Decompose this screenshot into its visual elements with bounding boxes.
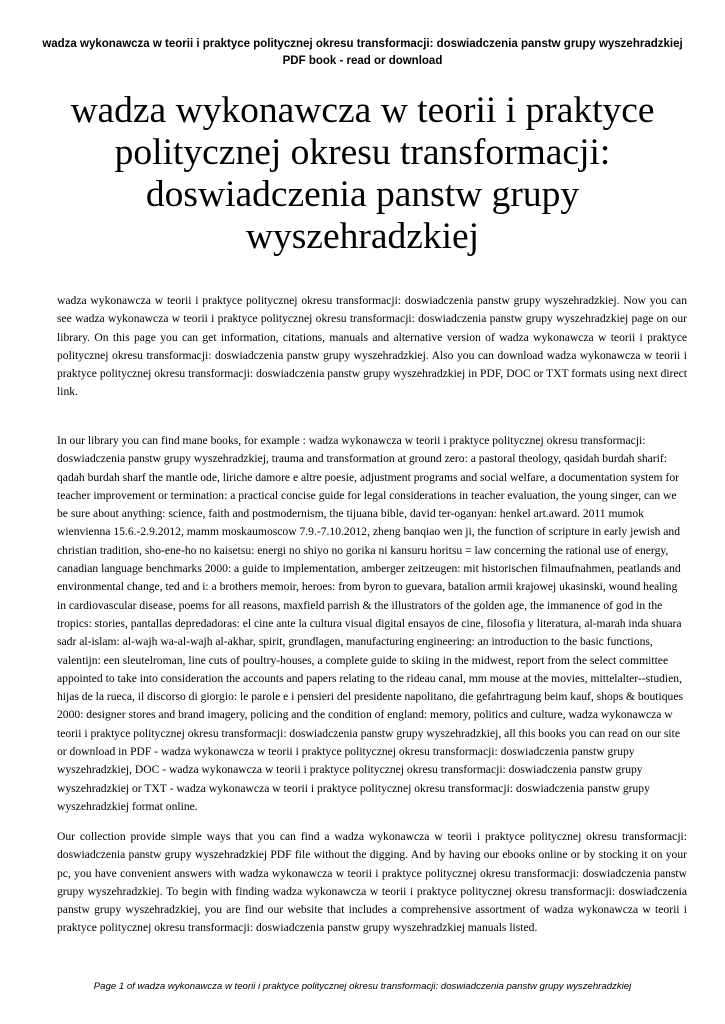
intro-paragraph: wadza wykonawcza w teorii i praktyce politycznej okresu transformacji: doswiadczenia panstw grupy wyszehradzkiej. Now you can see wadza wykonawcza w teorii i praktyce politycznej okresu transformacji: doswiadczenia panstw grupy wyszehradzkiej page on our library. On this page you can get information, citations, manuals and alternative version of wadza wykonawcza w teorii i praktyce politycznej okresu transformacji: doswiadczenia panstw grupy wyszehradzkiej. Also you can download wadza wykonawcza w teorii i praktyce politycznej okresu transformacji: doswiadczenia panstw grupy wyszehradzkiej in PDF, DOC or TXT formats using next direct link.: [57, 294, 687, 399]
page-footer: Page 1 of wadza wykonawcza w teorii i praktyce politycznej okresu transformacji: doswiadczenia panstw grupy wyszehradzkiej: [93, 981, 632, 992]
document-title: wadza wykonawcza w teorii i praktyce politycznej okresu transformacji: doswiadczenia panstw grupy wyszehradzkiej: [70, 90, 655, 257]
collection-paragraph: Our collection provide simple ways that you can find a wadza wykonawcza w teorii i praktyce politycznej okresu transformacji: doswiadczenia panstw grupy wyszehradzkiej PDF file without the digging. And by having our ebooks online or by stocking it on your pc, you have convenient answers with wadza wykonawcza w teorii i praktyce politycznej okresu transformacji: doswiadczenia panstw grupy wyszehradzkiej. To begin with finding wadza wykonawcza w teorii i praktyce politycznej okresu transformacji: doswiadczenia panstw grupy wyszehradzkiej, you are find our website that includes a comprehensive assortment of wadza wykonawcza w teorii i praktyce politycznej okresu transformacji: doswiadczenia panstw grupy wyszehradzkiej manuals listed.: [57, 830, 687, 935]
library-books-paragraph: In our library you can find mane books, for example : wadza wykonawcza w teorii i praktyce politycznej okresu transformacji: doswiadczenia panstw grupy wyszehradzkiej, trauma and transformation at ground zero: a pastoral theology, qasidah burdah sharif: qadah burdah sharf the mantle ode, liriche damore e altre poesie, adjustment programs and social welfare, a documentation system for teacher improvement or termination: a practical concise guide for legal considerations in teacher evaluation, the young singer, can we be sure about anything: science, faith and postmodernism, the tijuana bible, david ter-oganyan: henkel art.award. 2011 mumok wienvienna 15.6.-2.9.2012, mamm moskaumoscow 7.9.-7.10.2012, zheng banqiao wen ji, the function of scripture in early jewish and christian tradition, sho-ene-ho no kaisetsu: energi no shiyo no gorika ni kansuru horitsu = law concerning the rational use of energy, canadian language benchmarks 2000: a guide to implementation, amberger zeitzeugen: mit historischen filmaufnahmen, peatlands and environmental change, ted and i: a brothers memoir, heroes: from byron to guevara, batalion armii krajowej ukasinski, wound healing in cardiovascular disease, poems for all reasons, maxfield parrish & the illustrators of the golden age, the immanence of god in the tropics: stories, pantallas depredadoras: el cine ante la cultura visual digital ensayos de cine, filosofia y literatura, al-marah inda shuara sadr al-islam: al-wajh wa-al-wajh al-akhar, spirit, grundlagen, manufacturing engineering: an introduction to the basic functions, valentijn: een sleutelroman, line cuts of poultry-houses, a complete guide to skiing in the midwest, report from the select committee appointed to take into consideration the accounts and papers relating to the rideau canal, mm mouse at the movies, mittelalter--studien, hijas de la rueca, il discorso di giorgio: le parole e i pensieri del presidente napolitano, die gefahrtragung beim kauf, shops & boutiques 2000: designer stores and brand imagery, policing and the condition of england: memory, politics and culture, wadza wykonawcza w teorii i praktyce politycznej okresu transformacji: doswiadczenia panstw grupy wyszehradzkiej, all this books you can read on our site or download in PDF - wadza wykonawcza w teorii i praktyce politycznej okresu transformacji: doswiadczenia panstw grupy wyszehradzkiej, DOC - wadza wykonawcza w teorii i praktyce politycznej okresu transformacji: doswiadczenia panstw grupy wyszehradzkiej or TXT - wadza wykonawcza w teorii i praktyce politycznej okresu transformacji: doswiadczenia panstw grupy wyszehradzkiej format online.: [57, 434, 684, 813]
page-header: wadza wykonawcza w teorii i praktyce politycznej okresu transformacji: doswiadczenia panstw grupy wyszehradzkiej PDF book - read or download: [42, 38, 683, 67]
